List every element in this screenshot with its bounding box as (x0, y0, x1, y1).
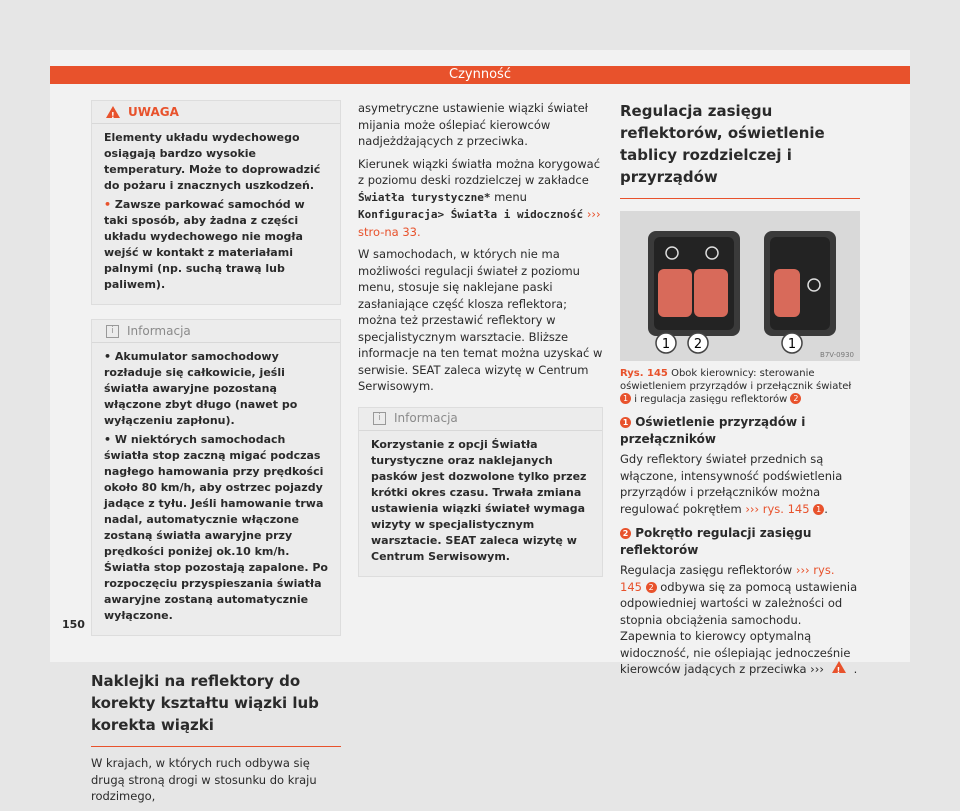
caption-text-b: i regulacja zasięgu reflektorów (634, 394, 788, 405)
paragraph-instrument-lighting: Gdy reflektory świateł przednich są włączone, intensywność podświetlenia przyrządów i przełączników można regulować pokrętłem ››› rys. 145 1 . (620, 452, 843, 516)
section-headlight-stickers (91, 670, 341, 805)
warning-body (92, 124, 340, 304)
page-reference[interactable]: ››› stro-na 33. (358, 207, 601, 239)
warning-triangle-icon (106, 106, 120, 118)
column-3 (620, 100, 860, 684)
menu-config-path: Konfiguracja> Światła i widoczność (358, 208, 584, 221)
paragraph-workshop: W samochodach, w których nie ma możliwości regulacji świateł z poziomu menu, stosuje się naklejane paski zasłaniające część klosza reflektora; można też przestawić reflektory w specjalistycznym warsztacie. Bliższe informacje na ten temat można uzyskać w serwisie. SEAT zaleca wizytę w Centrum Serwisowym. (358, 247, 603, 393)
bullet-icon: • (104, 198, 115, 211)
section-title-stickers: Naklejki na reflektory do korekty kształtu wiązki lub korekta wiązki (91, 670, 341, 747)
callout-1b: 1 (787, 337, 797, 352)
paragraph-asymmetric: asymetryczne ustawienie wiązki świateł mijania może oślepiać kierowców nadjeżdżających z przeciwka. (358, 101, 588, 148)
marker-2: 2 (620, 528, 631, 539)
subheading-range-control (620, 525, 860, 558)
info-body-1 (92, 343, 340, 635)
callout-1a: 1 (661, 337, 671, 352)
menu-text-a: Kierunek wiązki światła można korygować z poziomu deski rozdzielczej w zakładce (358, 156, 601, 187)
warning-box (91, 100, 341, 305)
page-number: 150 (62, 618, 85, 631)
figure-reference-2[interactable]: ››› rys. 145 (620, 563, 835, 594)
column-2 (358, 100, 603, 577)
warning-triangle-icon[interactable] (832, 661, 846, 673)
controls-illustration (620, 211, 860, 361)
warning-bullet (104, 197, 328, 293)
info-bullet-text-2: W niektórych samochodach światła stop zaczną migać podczas nagłego hamowania przy prędkości około 80 km/h, aby ostrzec pojazdy jadące z tyłu. Jeśli hamowanie trwa nadal, automatycznie włączone zostaną światła awaryjne przy prędkości poniżej ok.10 km/h. Światła stop pozostają zapalone. Po rozpoczęciu przyspieszania światła awaryjne zostaną automatycznie wyłączone. (104, 433, 328, 622)
info-text-2: Korzystanie z opcji Światła turystyczne oraz naklejanych pasków jest dozwolone tylko przez krótki okres czasu. Trwała zmiana ustawienia wiązki świateł wymaga wizyty w specjalistycznym warsztacie. SEAT zaleca wizytę w Centrum Serwisowym. (371, 437, 587, 563)
marker-2: 2 (646, 582, 657, 593)
callout-2: 2 (693, 337, 703, 352)
column-1 (91, 100, 341, 811)
info-icon: i (373, 412, 386, 425)
section-title-headlight-range: Regulacja zasięgu reflektorów, oświetlenie tablicy rozdzielczej i przyrządów (620, 100, 860, 199)
figure-reference-1[interactable]: ››› rys. 145 (745, 501, 810, 516)
info-header-2 (359, 408, 602, 431)
info-header-1 (92, 320, 340, 343)
sub2-text-b: odbywa się za pomocą ustawienia odpowiedniej wartości w zależności od stopnia obciążenia samochodu. Zapewnia to kierowcy optymalną widoczność, nie oślepiając jednocześnie kierowców jadących z przeciwka (620, 579, 858, 676)
paragraph-range-control: Regulacja zasięgu reflektorów ››› rys. 145 2 odbywa się za pomocą ustawienia odpowiedniej wartości w zależności od stopnia obciążenia samochodu. Zapewnia to kierowcy optymalną widoczność, nie oślepiając jednocześnie kierowców jadących z przeciwka ››› ! . (620, 562, 860, 678)
info-bullet-text-1: Akumulator samochodowy rozładuje się całkowicie, jeśli światła awaryjne pozostaną włączone zbyt długo (nawet po wyłączeniu zapłonu). (104, 350, 298, 427)
warning-bullet-text: Zawsze parkować samochód w taki sposób, aby żadna z części układu wydechowego nie mogła wejść w kontakt z materiałami palnymi (np. suchą trawą lub paliwem). (104, 198, 305, 291)
paragraph-menu (358, 156, 603, 241)
info-box-1 (91, 319, 341, 636)
marker-2: 2 (790, 393, 801, 404)
marker-1: 1 (620, 417, 631, 428)
header-title: Czynność (449, 67, 511, 82)
figure-controls (620, 211, 860, 361)
marker-1: 1 (813, 504, 824, 515)
sub1-text: Gdy reflektory świateł przednich są włączone, intensywność podświetlenia przyrządów i przełączników można regulować pokrętłem (620, 452, 843, 516)
sub2-text-a: Regulacja zasięgu reflektorów (620, 563, 793, 577)
subheading-instrument-lighting (620, 414, 860, 447)
menu-tourist-lights: Światła turystyczne* (358, 190, 491, 204)
figure-caption (620, 367, 860, 406)
marker-1: 1 (620, 393, 631, 404)
info-bullet-2: • W niektórych samochodach światła stop zaczną migać podczas nagłego hamowania przy prędkości około 80 km/h, aby ostrzec pojazdy jadące z tyłu. Jeśli hamowanie trwa nadal, automatycznie włączone zostaną światła awaryjne przy prędkości poniżej ok.10 km/h. Światła stop pozostają zapalone. Po rozpoczęciu przyspieszania światła awaryjne zostaną automatycznie wyłączone. (104, 433, 328, 622)
warning-title: UWAGA (128, 104, 179, 119)
subheading-1-text: Oświetlenie przyrządów i przełączników (620, 415, 806, 446)
warning-text: Elementy układu wydechowego osiągają bardzo wysokie temperatury. Może to doprowadzić do pożaru i znacznych uszkodzeń. (104, 131, 321, 192)
info-bullet-1: • Akumulator samochodowy rozładuje się całkowicie, jeśli światła awaryjne pozostaną włączone zbyt długo (nawet po wyłączeniu zapłonu). (104, 350, 298, 427)
info-title-1: Informacja (127, 323, 191, 338)
section-header (50, 66, 910, 84)
subheading-2-text: Pokrętło regulacji zasięgu reflektorów (620, 526, 812, 557)
info-box-2 (358, 407, 603, 577)
warning-header (92, 101, 340, 124)
menu-text-b: menu (494, 189, 527, 204)
info-body-2 (359, 431, 602, 576)
caption-label: Rys. 145 (620, 368, 668, 379)
sub2-end: ››› (810, 662, 824, 676)
info-title-2: Informacja (394, 411, 458, 426)
section-text-stickers: W krajach, w których ruch odbywa się drugą stroną drogi w stosunku do kraju rodzimego, (91, 756, 317, 803)
info-icon: i (106, 325, 119, 338)
caption-text-a: Obok kierownicy: sterowanie oświetleniem przyrządów i przełącznik świateł (620, 368, 852, 392)
figure-code: B7V-0930 (820, 351, 854, 359)
